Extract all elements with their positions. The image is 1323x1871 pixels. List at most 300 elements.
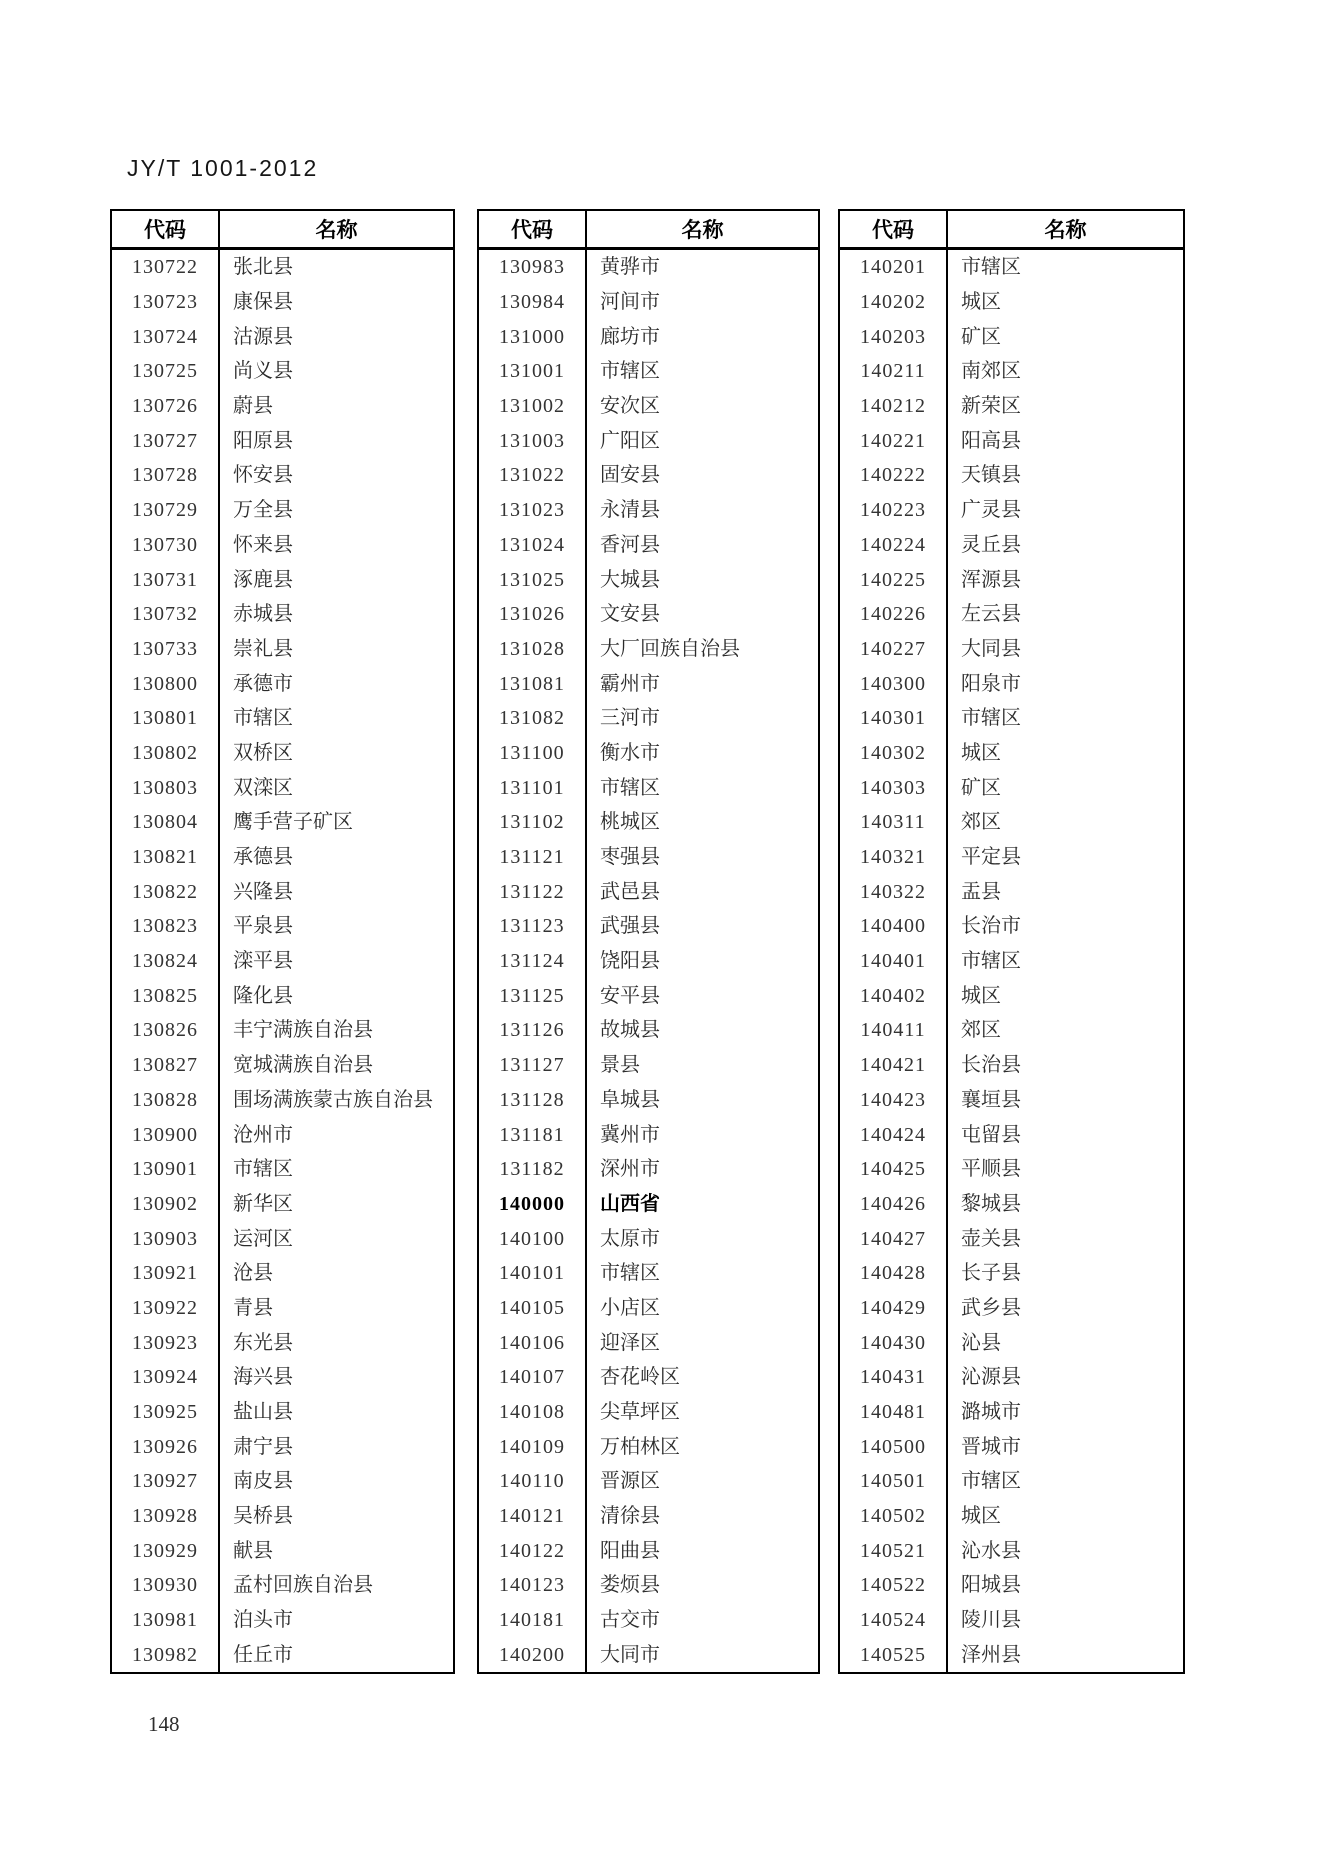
division-code-cell: 140411: [839, 1013, 947, 1048]
table-row: [839, 1603, 1184, 1638]
table-row: [111, 423, 454, 458]
table-row: [839, 1291, 1184, 1326]
table-row: [478, 354, 819, 389]
table-row: [839, 944, 1184, 979]
table-row: [111, 1013, 454, 1048]
division-code-cell: 140429: [839, 1291, 947, 1326]
table-row: [478, 701, 819, 736]
table-row: [111, 874, 454, 909]
division-code-cell: 140212: [839, 389, 947, 424]
division-name-cell: 青县: [233, 1296, 273, 1319]
table-row: [478, 562, 819, 597]
division-code-cell: 140431: [839, 1360, 947, 1395]
name-column-header: 名称: [219, 210, 454, 249]
table-row: [111, 354, 454, 389]
table-row: [478, 285, 819, 320]
division-code-cell: 140105: [478, 1291, 586, 1326]
division-code-cell: 140481: [839, 1395, 947, 1430]
division-code-cell: 140521: [839, 1533, 947, 1568]
division-name-cell: 沁水县: [961, 1539, 1021, 1562]
division-name-cell: 郊区: [961, 1019, 1001, 1042]
division-name-cell: 太原市: [600, 1227, 660, 1250]
division-code-cell: 140106: [478, 1325, 586, 1360]
table-row: [111, 1568, 454, 1603]
division-name-cell: 双桥区: [233, 741, 293, 764]
table-row: [111, 249, 454, 285]
table-row: [478, 1221, 819, 1256]
division-code-cell: 130821: [111, 840, 219, 875]
division-code-cell: 140301: [839, 701, 947, 736]
table-row: [478, 1083, 819, 1118]
division-name-cell: 尚义县: [233, 360, 293, 383]
division-name-cell: 张北县: [233, 256, 293, 279]
table-row: [111, 319, 454, 354]
table-row: [478, 1013, 819, 1048]
division-name-cell: 景县: [600, 1054, 640, 1077]
table-row: [478, 1395, 819, 1430]
code-column-header: 代码: [111, 210, 219, 249]
division-name-cell: 隆化县: [233, 984, 293, 1007]
table-row: [111, 1152, 454, 1187]
table-row: [839, 1638, 1184, 1674]
division-code-cell: 131000: [478, 319, 586, 354]
division-name-cell: 浑源县: [961, 568, 1021, 591]
table-row: [111, 1291, 454, 1326]
table-row: [111, 458, 454, 493]
division-name-cell: 运河区: [233, 1227, 293, 1250]
table-row: [478, 909, 819, 944]
division-name-cell: 阳城县: [961, 1574, 1021, 1597]
table-row: [111, 770, 454, 805]
division-name-cell: 丰宁满族自治县: [233, 1019, 373, 1042]
table-row: [839, 319, 1184, 354]
division-name-cell: 安平县: [600, 984, 660, 1007]
division-name-cell: 阜城县: [600, 1088, 660, 1111]
table-row: [478, 319, 819, 354]
division-name-cell: 肃宁县: [233, 1435, 293, 1458]
division-name-cell: 承德县: [233, 846, 293, 869]
division-code-cell: 130927: [111, 1464, 219, 1499]
division-code-cell: 131182: [478, 1152, 586, 1187]
table-row: [839, 389, 1184, 424]
division-code-cell: 140311: [839, 805, 947, 840]
division-name-cell: 围场满族蒙古族自治县: [233, 1088, 433, 1111]
table-row: [111, 840, 454, 875]
division-name-cell: 沧州市: [233, 1123, 293, 1146]
division-name-cell: 市辖区: [600, 1262, 660, 1285]
table-row: [839, 285, 1184, 320]
division-code-cell: 130726: [111, 389, 219, 424]
division-code-cell: 130722: [111, 249, 219, 285]
table-row: [839, 770, 1184, 805]
division-code-cell: 140201: [839, 249, 947, 285]
division-name-cell: 沁县: [961, 1331, 1001, 1354]
division-name-cell: 怀安县: [233, 464, 293, 487]
division-code-cell: 140110: [478, 1464, 586, 1499]
division-code-cell: 130901: [111, 1152, 219, 1187]
division-name-cell: 万全县: [233, 499, 293, 522]
division-code-cell: 130928: [111, 1499, 219, 1534]
division-name-cell: 献县: [233, 1539, 273, 1562]
table-row: [839, 1187, 1184, 1222]
table-row: [478, 1291, 819, 1326]
table-row: [111, 1533, 454, 1568]
division-code-cell: 130803: [111, 770, 219, 805]
division-name-cell: 文安县: [600, 603, 660, 626]
division-name-cell: 城区: [961, 1505, 1001, 1528]
table-row: [478, 632, 819, 667]
division-name-cell: 蔚县: [233, 395, 273, 418]
division-code-cell: 130828: [111, 1083, 219, 1118]
division-code-cell: 130730: [111, 528, 219, 563]
table-row: [478, 666, 819, 701]
table-row: [111, 805, 454, 840]
header-row: [111, 210, 454, 249]
table-row: [111, 1360, 454, 1395]
table-row: [478, 1603, 819, 1638]
table-row: [111, 1187, 454, 1222]
division-code-cell: 130826: [111, 1013, 219, 1048]
table-row: [839, 249, 1184, 285]
division-code-cell: 130731: [111, 562, 219, 597]
division-code-cell: 130732: [111, 597, 219, 632]
division-name-cell: 山西省: [600, 1192, 660, 1215]
division-code-cell: 130723: [111, 285, 219, 320]
division-name-cell: 鹰手营子矿区: [233, 811, 353, 834]
division-code-cell: 131002: [478, 389, 586, 424]
division-name-cell: 矿区: [961, 776, 1001, 799]
division-name-cell: 大厂回族自治县: [600, 637, 740, 660]
division-name-cell: 迎泽区: [600, 1331, 660, 1354]
table-row: [478, 458, 819, 493]
table-row: [839, 597, 1184, 632]
division-name-cell: 涿鹿县: [233, 568, 293, 591]
division-code-cell: 131127: [478, 1048, 586, 1083]
table-row: [478, 1464, 819, 1499]
division-code-cell: 140226: [839, 597, 947, 632]
table-row: [839, 493, 1184, 528]
code-column-header: 代码: [839, 210, 947, 249]
division-name-cell: 香河县: [600, 533, 660, 556]
table-row: [839, 423, 1184, 458]
table-row: [478, 389, 819, 424]
division-name-cell: 宽城满族自治县: [233, 1054, 373, 1077]
division-code-cell: 140400: [839, 909, 947, 944]
table-row: [839, 1117, 1184, 1152]
division-code-cell: 140123: [478, 1568, 586, 1603]
division-name-cell: 杏花岭区: [600, 1366, 680, 1389]
division-code-cell: 130724: [111, 319, 219, 354]
division-name-cell: 永清县: [600, 499, 660, 522]
division-code-cell: 131082: [478, 701, 586, 736]
standard-code-heading: JY/T 1001-2012: [127, 155, 319, 181]
division-code-cell: 140502: [839, 1499, 947, 1534]
division-name-cell: 沁源县: [961, 1366, 1021, 1389]
division-code-cell: 130727: [111, 423, 219, 458]
division-name-cell: 城区: [961, 984, 1001, 1007]
table-row: [839, 562, 1184, 597]
division-code-cell: 130802: [111, 736, 219, 771]
table-row: [839, 1499, 1184, 1534]
table-row: [478, 1117, 819, 1152]
division-name-cell: 市辖区: [961, 950, 1021, 973]
code-table-right: [838, 209, 1185, 1674]
division-code-cell: 130903: [111, 1221, 219, 1256]
table-header: [111, 210, 454, 249]
division-name-cell: 晋源区: [600, 1470, 660, 1493]
division-name-cell: 小店区: [600, 1296, 660, 1319]
division-name-cell: 平定县: [961, 846, 1021, 869]
division-name-cell: 广灵县: [961, 499, 1021, 522]
division-name-cell: 古交市: [600, 1609, 660, 1632]
division-name-cell: 矿区: [961, 325, 1001, 348]
table-row: [111, 1083, 454, 1118]
division-code-cell: 140424: [839, 1117, 947, 1152]
division-code-cell: 130824: [111, 944, 219, 979]
table-row: [839, 874, 1184, 909]
table-row: [111, 285, 454, 320]
division-name-cell: 新荣区: [961, 395, 1021, 418]
division-name-cell: 屯留县: [961, 1123, 1021, 1146]
table-row: [111, 1256, 454, 1291]
table-row: [111, 528, 454, 563]
division-name-cell: 天镇县: [961, 464, 1021, 487]
division-code-cell: 131128: [478, 1083, 586, 1118]
division-code-cell: 140300: [839, 666, 947, 701]
division-code-cell: 140302: [839, 736, 947, 771]
division-name-cell: 盐山县: [233, 1401, 293, 1424]
table-row: [478, 1048, 819, 1083]
table-row: [111, 1117, 454, 1152]
division-name-cell: 安次区: [600, 395, 660, 418]
division-name-cell: 大同县: [961, 637, 1021, 660]
division-name-cell: 灵丘县: [961, 533, 1021, 556]
table-row: [839, 1568, 1184, 1603]
table-row: [111, 1325, 454, 1360]
table-row: [839, 805, 1184, 840]
division-name-cell: 海兴县: [233, 1366, 293, 1389]
table-row: [839, 632, 1184, 667]
division-code-cell: 140426: [839, 1187, 947, 1222]
division-code-cell: 140101: [478, 1256, 586, 1291]
header-row: [478, 210, 819, 249]
table-body: [111, 249, 454, 1674]
table-row: [478, 249, 819, 285]
table-row: [111, 1221, 454, 1256]
table-row: [111, 562, 454, 597]
division-code-cell: 130725: [111, 354, 219, 389]
division-code-cell: 130929: [111, 1533, 219, 1568]
division-code-cell: 131028: [478, 632, 586, 667]
name-column-header: 名称: [947, 210, 1184, 249]
division-code-cell: 131122: [478, 874, 586, 909]
division-code-cell: 130983: [478, 249, 586, 285]
division-code-cell: 140108: [478, 1395, 586, 1430]
division-code-cell: 140427: [839, 1221, 947, 1256]
division-name-cell: 市辖区: [233, 1158, 293, 1181]
division-code-cell: 131025: [478, 562, 586, 597]
division-name-cell: 大同市: [600, 1643, 660, 1666]
division-name-cell: 大城县: [600, 568, 660, 591]
division-code-cell: 131003: [478, 423, 586, 458]
code-table-middle: [477, 209, 820, 1674]
division-code-cell: 130900: [111, 1117, 219, 1152]
division-name-cell: 市辖区: [961, 1470, 1021, 1493]
division-code-cell: 130923: [111, 1325, 219, 1360]
division-name-cell: 市辖区: [961, 707, 1021, 730]
division-name-cell: 冀州市: [600, 1123, 660, 1146]
division-name-cell: 崇礼县: [233, 637, 293, 660]
division-code-cell: 140107: [478, 1360, 586, 1395]
division-name-cell: 深州市: [600, 1158, 660, 1181]
division-name-cell: 娄烦县: [600, 1574, 660, 1597]
table-row: [111, 1499, 454, 1534]
table-row: [478, 1152, 819, 1187]
table-row: [839, 666, 1184, 701]
division-name-cell: 武强县: [600, 915, 660, 938]
division-name-cell: 泊头市: [233, 1609, 293, 1632]
division-code-cell: 140522: [839, 1568, 947, 1603]
division-code-cell: 140425: [839, 1152, 947, 1187]
table-body: [839, 249, 1184, 1674]
division-code-cell: 130825: [111, 978, 219, 1013]
division-code-cell: 140322: [839, 874, 947, 909]
division-code-cell: 131024: [478, 528, 586, 563]
division-name-cell: 阳泉市: [961, 672, 1021, 695]
division-code-cell: 140222: [839, 458, 947, 493]
division-name-cell: 滦平县: [233, 950, 293, 973]
division-code-cell: 130823: [111, 909, 219, 944]
table-row: [111, 1429, 454, 1464]
division-code-cell: 130801: [111, 701, 219, 736]
division-code-cell: 140000: [478, 1187, 586, 1222]
table-row: [478, 805, 819, 840]
division-code-cell: 130924: [111, 1360, 219, 1395]
table-row: [111, 1603, 454, 1638]
division-code-cell: 130926: [111, 1429, 219, 1464]
division-code-cell: 140525: [839, 1638, 947, 1674]
table-row: [478, 1499, 819, 1534]
division-code-cell: 140227: [839, 632, 947, 667]
table-row: [839, 354, 1184, 389]
division-name-cell: 左云县: [961, 603, 1021, 626]
division-code-cell: 140211: [839, 354, 947, 389]
division-code-cell: 131124: [478, 944, 586, 979]
division-name-cell: 吴桥县: [233, 1505, 293, 1528]
division-code-cell: 130984: [478, 285, 586, 320]
division-code-cell: 130827: [111, 1048, 219, 1083]
division-name-cell: 怀来县: [233, 533, 293, 556]
code-column-header: 代码: [478, 210, 586, 249]
code-table-left: [110, 209, 455, 1674]
table-row: [478, 528, 819, 563]
table-row: [839, 458, 1184, 493]
division-name-cell: 襄垣县: [961, 1088, 1021, 1111]
table-row: [111, 978, 454, 1013]
division-name-cell: 壶关县: [961, 1227, 1021, 1250]
division-code-cell: 131001: [478, 354, 586, 389]
division-name-cell: 枣强县: [600, 846, 660, 869]
table-row: [839, 1429, 1184, 1464]
table-row: [839, 1395, 1184, 1430]
table-row: [839, 1083, 1184, 1118]
division-code-cell: 140200: [478, 1638, 586, 1674]
table-row: [111, 1395, 454, 1430]
division-name-cell: 阳高县: [961, 429, 1021, 452]
name-column-header: 名称: [586, 210, 819, 249]
division-code-cell: 140423: [839, 1083, 947, 1118]
table-row: [839, 701, 1184, 736]
division-code-cell: 140202: [839, 285, 947, 320]
division-name-cell: 沧县: [233, 1262, 273, 1285]
table-row: [111, 597, 454, 632]
division-name-cell: 城区: [961, 741, 1001, 764]
division-name-cell: 陵川县: [961, 1609, 1021, 1632]
division-code-cell: 130982: [111, 1638, 219, 1674]
table-row: [478, 840, 819, 875]
table-row: [478, 1533, 819, 1568]
division-code-cell: 140500: [839, 1429, 947, 1464]
division-code-cell: 140303: [839, 770, 947, 805]
division-code-cell: 140402: [839, 978, 947, 1013]
division-code-cell: 140428: [839, 1256, 947, 1291]
division-code-cell: 130921: [111, 1256, 219, 1291]
division-name-cell: 黄骅市: [600, 256, 660, 279]
table-row: [839, 978, 1184, 1013]
division-code-cell: 131081: [478, 666, 586, 701]
table-row: [111, 909, 454, 944]
division-code-cell: 131125: [478, 978, 586, 1013]
table-row: [111, 944, 454, 979]
division-code-cell: 130729: [111, 493, 219, 528]
table-row: [839, 736, 1184, 771]
table-row: [111, 736, 454, 771]
table-row: [478, 770, 819, 805]
division-code-cell: 131022: [478, 458, 586, 493]
division-name-cell: 廊坊市: [600, 325, 660, 348]
division-name-cell: 阳原县: [233, 429, 293, 452]
division-name-cell: 赤城县: [233, 603, 293, 626]
division-name-cell: 尖草坪区: [600, 1401, 680, 1424]
division-code-cell: 130922: [111, 1291, 219, 1326]
table-row: [111, 666, 454, 701]
table-row: [478, 874, 819, 909]
division-code-cell: 140401: [839, 944, 947, 979]
division-name-cell: 市辖区: [600, 776, 660, 799]
division-name-cell: 承德市: [233, 672, 293, 695]
division-code-cell: 140224: [839, 528, 947, 563]
division-name-cell: 新华区: [233, 1192, 293, 1215]
division-name-cell: 盂县: [961, 880, 1001, 903]
table-row: [478, 944, 819, 979]
division-name-cell: 潞城市: [961, 1401, 1021, 1424]
division-name-cell: 南郊区: [961, 360, 1021, 383]
table-row: [478, 597, 819, 632]
table-row: [111, 1464, 454, 1499]
division-name-cell: 阳曲县: [600, 1539, 660, 1562]
table-row: [478, 423, 819, 458]
table-row: [478, 1256, 819, 1291]
division-code-cell: 140421: [839, 1048, 947, 1083]
division-code-cell: 140430: [839, 1325, 947, 1360]
table-row: [839, 1048, 1184, 1083]
division-code-cell: 140321: [839, 840, 947, 875]
division-name-cell: 万柏林区: [600, 1435, 680, 1458]
division-code-cell: 131023: [478, 493, 586, 528]
division-name-cell: 郊区: [961, 811, 1001, 834]
division-code-cell: 130925: [111, 1395, 219, 1430]
table-row: [478, 1638, 819, 1674]
